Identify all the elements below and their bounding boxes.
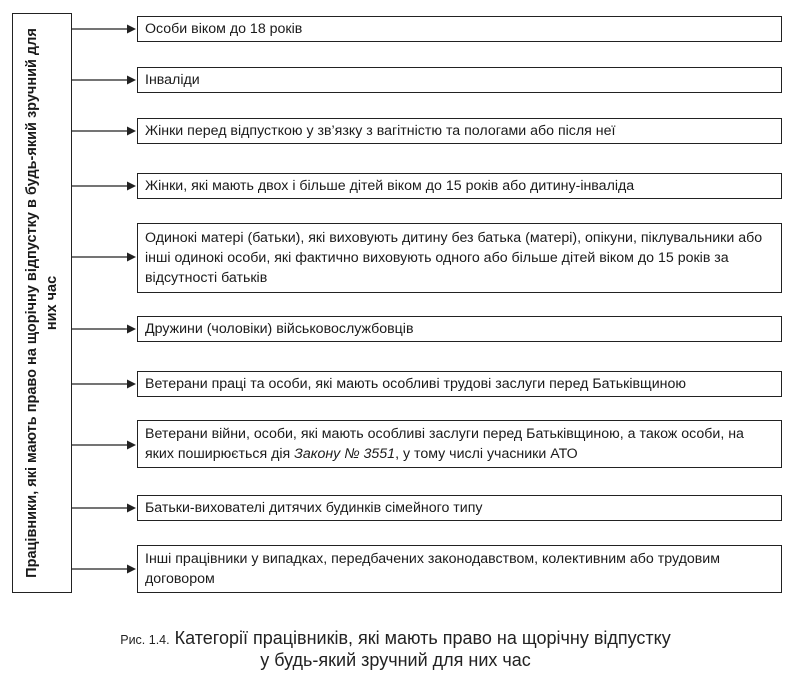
category-box xyxy=(137,16,782,42)
category-text-part: , у тому числі учасники АТО xyxy=(395,446,578,462)
category-text-part: Ветерани війни, особи, які мають особливі заслуги перед Батьківщиною, а також особи, на яких поширюється дія xyxy=(145,426,744,462)
category-box xyxy=(137,223,782,293)
category-text: Жінки, які мають двох і більше дітей віком до 15 років або дитину-інваліда xyxy=(145,178,635,194)
category-text: Батьки-вихователі дитячих будинків сімейного типу xyxy=(145,500,483,516)
category-text: Особи віком до 18 років xyxy=(145,21,303,37)
arrow-icon xyxy=(72,323,136,335)
left-category-box xyxy=(12,13,72,593)
category-box xyxy=(137,495,782,521)
figure-label: Рис. 1.4. xyxy=(120,633,170,647)
figure-caption xyxy=(0,628,791,670)
category-text: Інваліди xyxy=(145,72,200,88)
category-box xyxy=(137,118,782,144)
category-text: Одинокі матері (батьки), які виховують дитину без батька (матері), опікуни, піклувальники або інші одинокі особи, які фактично виховують одного або більше дітей віком до 15 років за відсутності батьків xyxy=(145,230,763,286)
category-box xyxy=(137,67,782,93)
arrow-icon xyxy=(72,180,136,192)
caption-line-1: Категорії працівників, які мають право на щорічну відпустку xyxy=(174,628,671,648)
arrow-icon xyxy=(72,563,136,575)
category-box xyxy=(137,420,782,468)
category-text: Інші працівники у випадках, передбачених законодавством, колективним або трудовим договором xyxy=(145,551,720,587)
arrow-icon xyxy=(72,439,136,451)
arrow-icon xyxy=(72,23,136,35)
category-box xyxy=(137,371,782,397)
left-category-label: Працівники, які мають право на щорічну відпустку в будь-який зручний для них час xyxy=(24,28,60,578)
category-box xyxy=(137,316,782,342)
law-reference: Закону № 3551 xyxy=(294,446,396,462)
category-text: Жінки перед відпусткою у зв’язку з вагітністю та пологами або після неї xyxy=(145,123,616,139)
category-box xyxy=(137,545,782,593)
arrow-icon xyxy=(72,378,136,390)
arrow-icon xyxy=(72,251,136,263)
category-text: Ветерани праці та особи, які мають особливі трудові заслуги перед Батьківщиною xyxy=(145,376,687,392)
arrow-icon xyxy=(72,125,136,137)
arrow-icon xyxy=(72,74,136,86)
category-text: Дружини (чоловіки) військовослужбовців xyxy=(145,321,414,337)
category-text xyxy=(145,424,774,464)
caption-line-2: у будь-який зручний для них час xyxy=(260,650,531,670)
category-box xyxy=(137,173,782,199)
arrow-icon xyxy=(72,502,136,514)
